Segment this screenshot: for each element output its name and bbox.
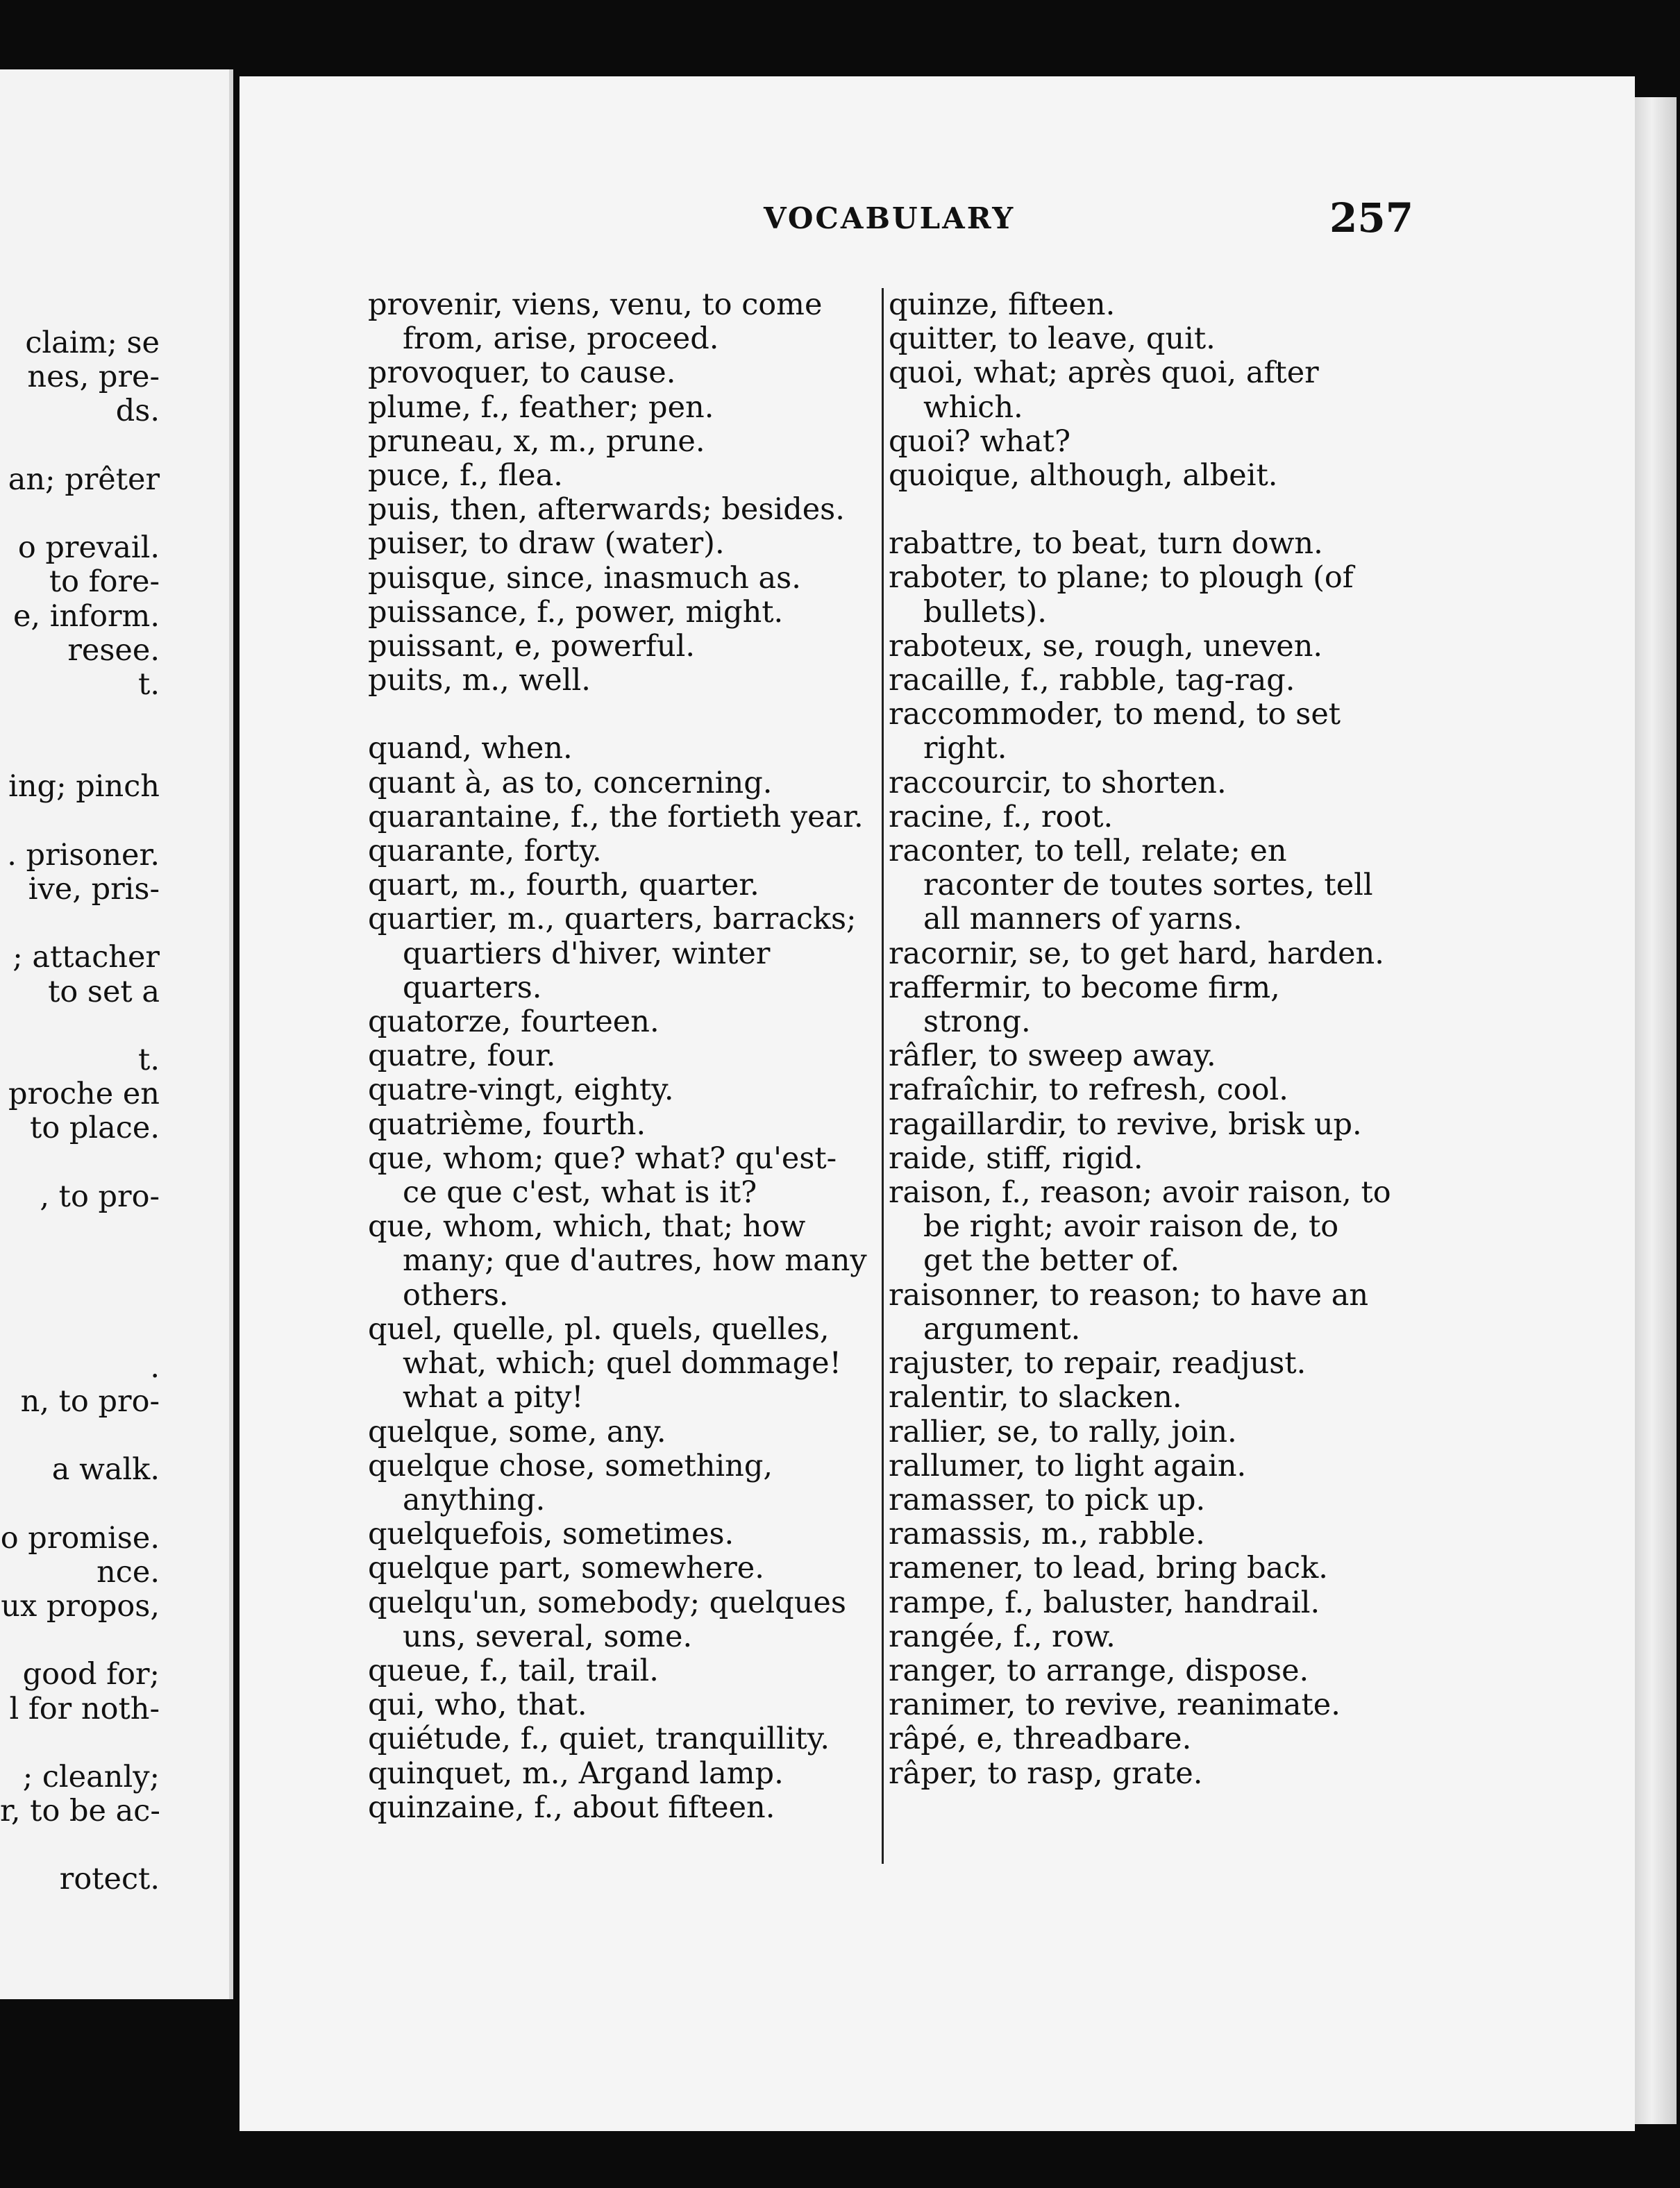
vocabulary-entry: rangée, f., row. bbox=[889, 1619, 1116, 1654]
vocabulary-entry: quatre, four. bbox=[368, 1038, 556, 1074]
left-page-line: ds. bbox=[115, 394, 160, 429]
left-page-line bbox=[0, 1282, 229, 1316]
left-page-line: t. bbox=[138, 667, 160, 702]
vocabulary-entry: rallier, se, to rally, join. bbox=[889, 1414, 1237, 1449]
left-page-line: nce. bbox=[96, 1555, 160, 1590]
left-page-line bbox=[0, 805, 229, 839]
vocabulary-entry: puissance, f., power, might. bbox=[368, 594, 784, 630]
left-page-line: nes, pre- bbox=[27, 360, 160, 395]
vocabulary-entry: quarantaine, f., the fortieth year. bbox=[368, 799, 864, 834]
vocabulary-column-left bbox=[368, 288, 868, 1825]
left-page-line: , to pro- bbox=[40, 1179, 160, 1214]
vocabulary-entry: quinzaine, f., about fifteen. bbox=[368, 1790, 775, 1825]
left-page-line: e, inform. bbox=[12, 599, 160, 634]
vocabulary-entry: provoquer, to cause. bbox=[368, 355, 676, 391]
left-page-line: an; prêter bbox=[8, 462, 160, 497]
left-page-line: ive, pris- bbox=[28, 873, 160, 907]
vocabulary-entry: quatorze, fourteen. bbox=[368, 1004, 660, 1040]
vocabulary-entry: puissant, e, powerful. bbox=[368, 629, 696, 664]
vocabulary-entry: quand, when. bbox=[368, 731, 573, 766]
left-page-line bbox=[0, 1828, 229, 1862]
vocabulary-entry: que, whom; que? what? qu'est-ce que c'est, what is it? bbox=[368, 1141, 837, 1211]
left-page bbox=[0, 69, 233, 1999]
vocabulary-entry: racine, f., root. bbox=[889, 799, 1114, 834]
left-page-line bbox=[0, 429, 229, 463]
vocabulary-entry: quelque part, somewhere. bbox=[368, 1551, 764, 1586]
vocabulary-entry: plume, f., feather; pen. bbox=[368, 389, 714, 425]
left-page-line: ; attacher bbox=[12, 941, 160, 975]
vocabulary-entry: quatrième, fourth. bbox=[368, 1106, 646, 1142]
vocabulary-entry: rampe, f., baluster, handrail. bbox=[889, 1585, 1320, 1620]
vocabulary-entry: quelque, some, any. bbox=[368, 1414, 666, 1449]
left-page-line: rotect. bbox=[59, 1862, 160, 1897]
vocabulary-entry: rafraîchir, to refresh, cool. bbox=[889, 1072, 1288, 1108]
left-page-line: to place. bbox=[30, 1111, 160, 1146]
vocabulary-entry: raccourcir, to shorten. bbox=[889, 765, 1227, 800]
page-number: 257 bbox=[1329, 194, 1414, 242]
vocabulary-entry: rajuster, to repair, readjust. bbox=[889, 1346, 1307, 1381]
vocabulary-entry: quatre-vingt, eighty. bbox=[368, 1072, 674, 1108]
left-page-line: a walk. bbox=[51, 1453, 160, 1488]
vocabulary-column-right bbox=[889, 288, 1395, 1791]
left-page-line: claim; se bbox=[25, 326, 160, 360]
left-page-line: ; cleanly; bbox=[22, 1760, 160, 1794]
vocabulary-entry: racaille, f., rabble, tag-rag. bbox=[889, 663, 1295, 698]
vocabulary-entry: ramener, to lead, bring back. bbox=[889, 1551, 1328, 1586]
vocabulary-entry: quoi, what; après quoi, after which. bbox=[889, 355, 1319, 425]
entry-gap bbox=[889, 493, 1395, 527]
left-page-line: l for noth- bbox=[9, 1692, 160, 1726]
vocabulary-entry: raboter, to plane; to plough (of bullets). bbox=[889, 560, 1354, 630]
left-page-line bbox=[0, 1146, 229, 1180]
left-page-line: to fore- bbox=[49, 565, 160, 600]
vocabulary-entry: râpé, e, threadbare. bbox=[889, 1722, 1192, 1757]
vocabulary-entry: ramasser, to pick up. bbox=[889, 1482, 1206, 1517]
left-page-line bbox=[0, 1419, 229, 1453]
left-page-line: ux propos, bbox=[1, 1589, 160, 1624]
vocabulary-entry: quart, m., fourth, quarter. bbox=[368, 868, 759, 903]
left-page-line bbox=[0, 1624, 229, 1658]
left-page-line bbox=[0, 1009, 229, 1043]
vocabulary-entry: queue, f., tail, trail. bbox=[368, 1653, 659, 1688]
vocabulary-entry: quinquet, m., Argand lamp. bbox=[368, 1756, 784, 1791]
left-page-line bbox=[0, 1316, 229, 1350]
left-page-line: n, to pro- bbox=[20, 1384, 160, 1419]
vocabulary-entry: ranimer, to revive, reanimate. bbox=[889, 1688, 1341, 1723]
vocabulary-entry: qui, who, that. bbox=[368, 1688, 587, 1723]
column-rule bbox=[882, 288, 884, 1864]
left-page-line: o promise. bbox=[0, 1521, 160, 1556]
vocabulary-entry: que, whom, which, that; how many; que d'autres, how many others. bbox=[368, 1209, 867, 1313]
vocabulary-entry: quarante, forty. bbox=[368, 834, 602, 869]
vocabulary-entry: quelqu'un, somebody; quelques uns, several, some. bbox=[368, 1585, 846, 1654]
left-page-line bbox=[0, 1214, 229, 1248]
left-page-line: t. bbox=[138, 1043, 160, 1077]
vocabulary-entry: raison, f., reason; avoir raison, to be right; avoir raison de, to get the better of. bbox=[889, 1175, 1391, 1279]
left-page-line bbox=[0, 1248, 229, 1282]
left-page-line bbox=[0, 1487, 229, 1521]
vocabulary-entry: racornir, se, to get hard, harden. bbox=[889, 936, 1384, 971]
vocabulary-entry: quant à, as to, concerning. bbox=[368, 765, 773, 800]
left-page-line: . prisoner. bbox=[7, 838, 160, 873]
left-page-line bbox=[0, 907, 229, 941]
left-page-line bbox=[0, 736, 229, 770]
vocabulary-entry: puisque, since, inasmuch as. bbox=[368, 560, 801, 596]
vocabulary-entry: quartier, m., quarters, barracks; quartiers d'hiver, winter quarters. bbox=[368, 902, 857, 1005]
vocabulary-entry: puis, then, afterwards; besides. bbox=[368, 492, 845, 528]
vocabulary-entry: ralentir, to slacken. bbox=[889, 1380, 1182, 1415]
vocabulary-entry: quelquefois, sometimes. bbox=[368, 1517, 734, 1552]
left-page-line: resee. bbox=[67, 633, 160, 668]
vocabulary-entry: quel, quelle, pl. quels, quelles, what, which; quel dommage! what a pity! bbox=[368, 1311, 841, 1415]
vocabulary-entry: puits, m., well. bbox=[368, 663, 591, 698]
vocabulary-entry: quoique, although, albeit. bbox=[889, 458, 1278, 494]
left-page-line: r, to be ac- bbox=[0, 1794, 160, 1829]
vocabulary-entry: raboteux, se, rough, uneven. bbox=[889, 628, 1323, 664]
vocabulary-entry: quiétude, f., quiet, tranquillity. bbox=[368, 1722, 830, 1757]
left-page-line: proche en bbox=[8, 1077, 160, 1112]
vocabulary-entry: rabattre, to beat, turn down. bbox=[889, 526, 1323, 562]
left-page-line: good for; bbox=[22, 1658, 160, 1692]
vocabulary-entry: quoi? what? bbox=[889, 423, 1071, 459]
vocabulary-entry: quelque chose, something, anything. bbox=[368, 1448, 773, 1517]
running-head: VOCABULARY bbox=[764, 201, 1016, 235]
vocabulary-entry: ranger, to arrange, dispose. bbox=[889, 1653, 1309, 1688]
vocabulary-entry: puiser, to draw (water). bbox=[368, 526, 725, 562]
vocabulary-entry: raffermir, to become firm, strong. bbox=[889, 970, 1280, 1040]
left-page-line: o prevail. bbox=[17, 531, 160, 566]
vocabulary-entry: rallumer, to light again. bbox=[889, 1448, 1247, 1483]
left-page-line bbox=[0, 1726, 229, 1760]
left-page-line: to set a bbox=[48, 975, 160, 1009]
left-page-line: ing; pinch bbox=[8, 770, 160, 805]
entry-gap bbox=[368, 698, 868, 732]
vocabulary-entry: quinze, fifteen. bbox=[889, 287, 1116, 322]
left-page-line bbox=[0, 702, 229, 736]
vocabulary-entry: ragaillardir, to revive, brisk up. bbox=[889, 1106, 1362, 1142]
vocabulary-entry: provenir, viens, venu, to come from, arise, proceed. bbox=[368, 287, 823, 357]
vocabulary-entry: râfler, to sweep away. bbox=[889, 1038, 1216, 1074]
left-page-line: . bbox=[150, 1350, 160, 1385]
vocabulary-entry: puce, f., flea. bbox=[368, 458, 563, 494]
vocabulary-entry: raide, stiff, rigid. bbox=[889, 1141, 1143, 1176]
vocabulary-entry: quitter, to leave, quit. bbox=[889, 321, 1216, 357]
vocabulary-entry: pruneau, x, m., prune. bbox=[368, 423, 705, 459]
vocabulary-entry: raccommoder, to mend, to set right. bbox=[889, 697, 1341, 766]
vocabulary-entry: râper, to rasp, grate. bbox=[889, 1756, 1203, 1791]
left-page-line bbox=[0, 497, 229, 531]
left-page-text bbox=[0, 326, 229, 1897]
page-edge bbox=[1635, 97, 1677, 2124]
vocabulary-entry: raconter, to tell, relate; en raconter de toutes sortes, tell all manners of yarns. bbox=[889, 834, 1373, 937]
vocabulary-entry: raisonner, to reason; to have an argument. bbox=[889, 1277, 1369, 1347]
vocabulary-entry: ramassis, m., rabble. bbox=[889, 1517, 1205, 1552]
